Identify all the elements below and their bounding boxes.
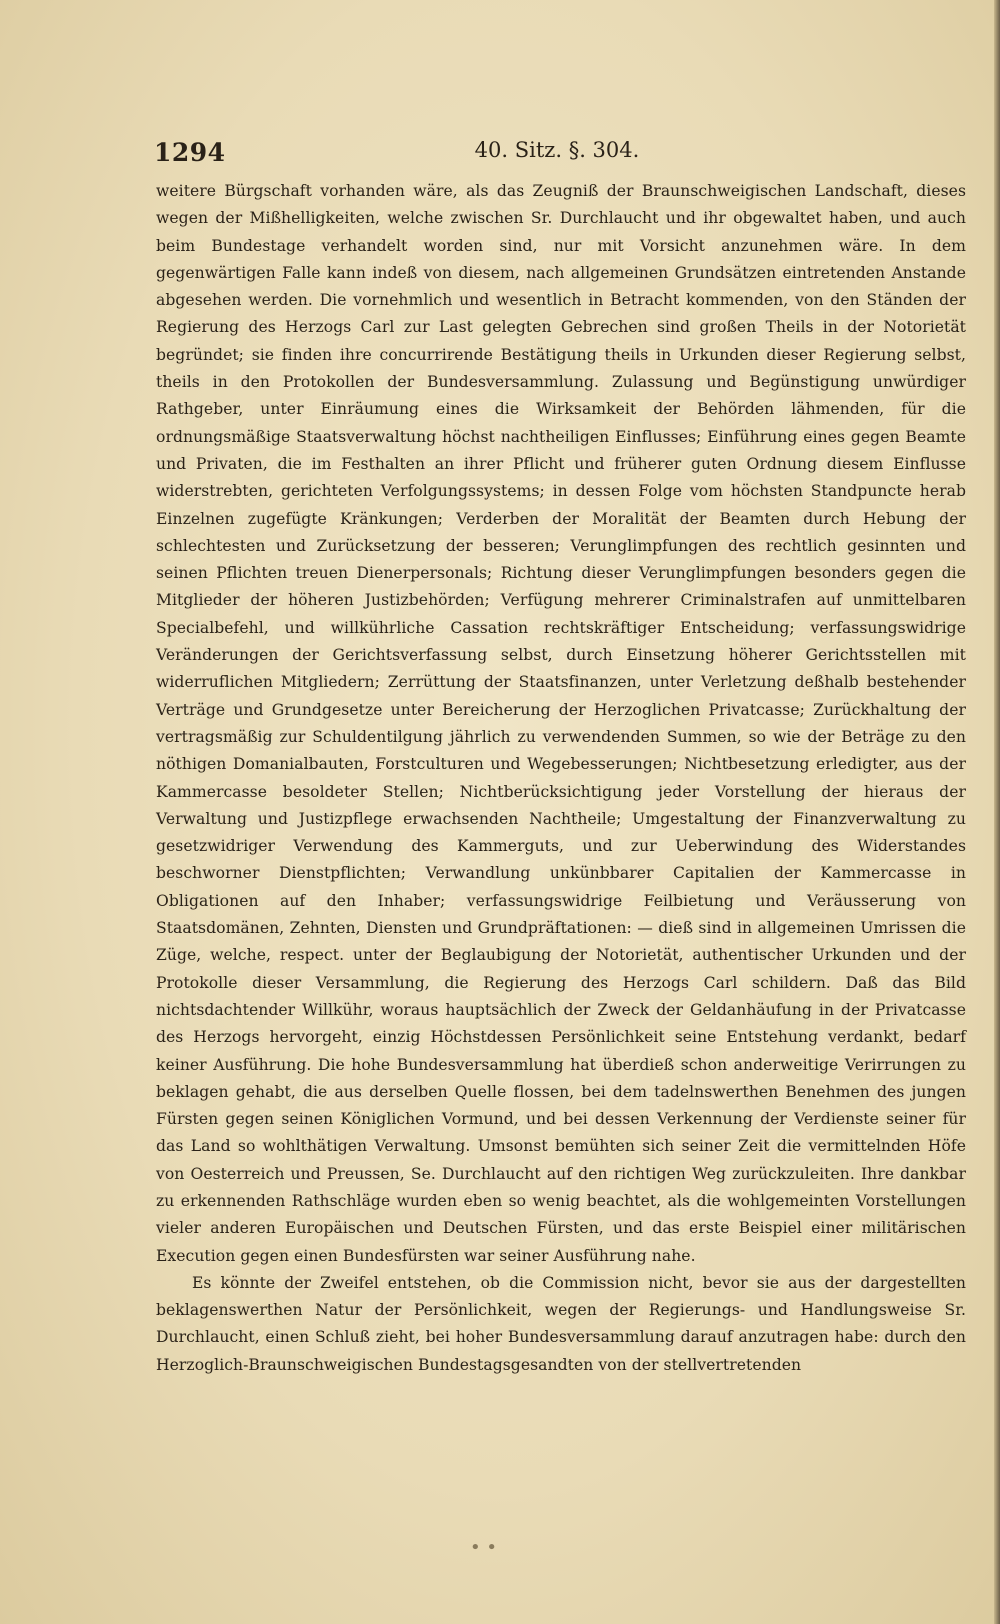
paragraph-1: weitere Bürgschaft vorhanden wäre, als das Zeugniß der Braunschweigischen Landschaft, dieses wegen der Mißhelligkeiten, welche zwischen Sr. Durchlaucht und ihr obgewaltet haben, und auch beim Bundestage verhandelt worden sind, nur mit Vorsicht anzunehmen wäre. In dem gegenwärtigen Falle kann indeß von diesem, nach allgemeinen Grundsätzen eintretenden Anstande abgesehen werden. Die vornehmlich und wesentlich in Betracht kommenden, von den Ständen der Regierung des Herzogs Carl zur Last gelegten Gebrechen sind großen Theils in der Notorietät begründet; sie finden ihre concurrirende Bestätigung theils in Urkunden dieser Regierung selbst, theils in den Protokollen der Bundesversammlung. Zulassung und Begünstigung unwürdiger Rathgeber, unter Einräumung eines die Wirksamkeit der Behörden lähmenden, für die ordnungsmäßige Staatsverwaltung höchst nachtheiligen Einflusses; Einführung eines gegen Beamte und Privaten, die im Festhalten an ihrer Pflicht und früherer guten Ordnung diesem Einflusse widerstrebten, gerichteten Verfolgungssystems; in dessen Folge vom höchsten Standpuncte herab Einzelnen zugefügte Kränkungen; Verderben der Moralität der Beamten durch Hebung der schlechtesten und Zurücksetzung der besseren; Verunglimpfungen des rechtlich gesinnten und seinen Pflichten treuen Dienerpersonals; Richtung dieser Verunglimpfungen besonders gegen die Mitglieder der höheren Justizbehörden; Verfügung mehrerer Criminalstrafen auf unmittelbaren Specialbefehl, und willkührliche Cassation rechtskräftiger Entscheidung; verfassungswidrige Veränderungen der Gerichtsverfassung selbst, durch Einsetzung höherer Gerichtsstellen mit widerruflichen Mitgliedern; Zerrüttung der Staatsfinanzen, unter Verletzung deßhalb bestehender Verträge und Grundgesetze unter Bereicherung der Herzoglichen Privatcasse; Zurückhaltung der vertragsmäßig zur Schuldentilgung jährlich zu verwendenden Summen, so wie der Beträge zu den nöthigen Domanialbauten, Forstculturen und Wegebesserungen; Nichtbesetzung erledigter, aus der Kammercasse besoldeter Stellen; Nichtberücksichtigung jeder Vorstellung der hieraus der Verwaltung und Justizpflege erwachsenden Nachtheile; Umgestaltung der Finanzverwaltung zu gesetzwidriger Verwendung des Kammerguts, und zur Ueberwindung des Widerstandes beschworner Dienstpflichten; Verwandlung unkünbbarer Capitalien der Kammercasse in Obligationen auf den Inhaber; verfassungswidrige Feilbietung und Veräusserung von Staatsdomänen, Zehnten, Diensten und Grundpräftationen: — dieß sind in allgemeinen Umrissen die Züge, welche, respect. unter der Beglaubigung der Notorietät, authentischer Urkunden und der Protokolle dieser Versammlung, die Regierung des Herzogs Carl schildern. Daß das Bild nichtsdachtender Willkühr, woraus hauptsächlich der Zweck der Geldanhäufung in der Privatcasse des Herzogs hervorgeht, einzig Höchstdessen Persönlichkeit seine Entstehung verdankt, bedarf keiner Ausführung. Die hohe Bundesversammlung hat überdieß schon anderweitige Verirrungen zu beklagen gehabt, die aus derselben Quelle flossen, bei dem tadelnswerthen Benehmen des jungen Fürsten gegen seinen Königlichen Vormund, und bei dessen Verkennung der Verdienste seiner für das Land so wohlthätigen Verwaltung. Umsonst bemühten sich seiner Zeit die vermittelnden Höfe von Oesterreich und Preussen, Se. Durchlaucht auf den richtigen Weg zurückzuleiten. Ihre dankbar zu erkennenden Rathschläge wurden eben so wenig beachtet, als die wohlgemeinten Vorstellungen vieler anderen Europäischen und Deutschen Fürsten, und das erste Beispiel einer militärischen Execution gegen einen Bundesfürsten war seiner Ausführung nahe. (156, 182, 966, 1265)
bottom-ornament: • • (470, 1537, 497, 1558)
running-head: 40. Sitz. §. 304. (474, 138, 640, 162)
paragraph-2: Es könnte der Zweifel entstehen, ob die Commission nicht, bevor sie aus der dargestellten beklagenswerthen Natur der Persönlichkeit, wegen der Regierungs- und Handlungsweise Sr. Durchlaucht, einen Schluß zieht, bei hoher Bundesversammlung darauf anzutragen habe: durch den Herzoglich-Braunschweigischen Bundestagsgesandten von der stellvertretenden (156, 1273, 966, 1374)
page-edge-shadow (994, 0, 1000, 1624)
body-text (156, 178, 966, 1379)
page-number: 1294 (154, 138, 226, 167)
page-header (152, 132, 962, 172)
